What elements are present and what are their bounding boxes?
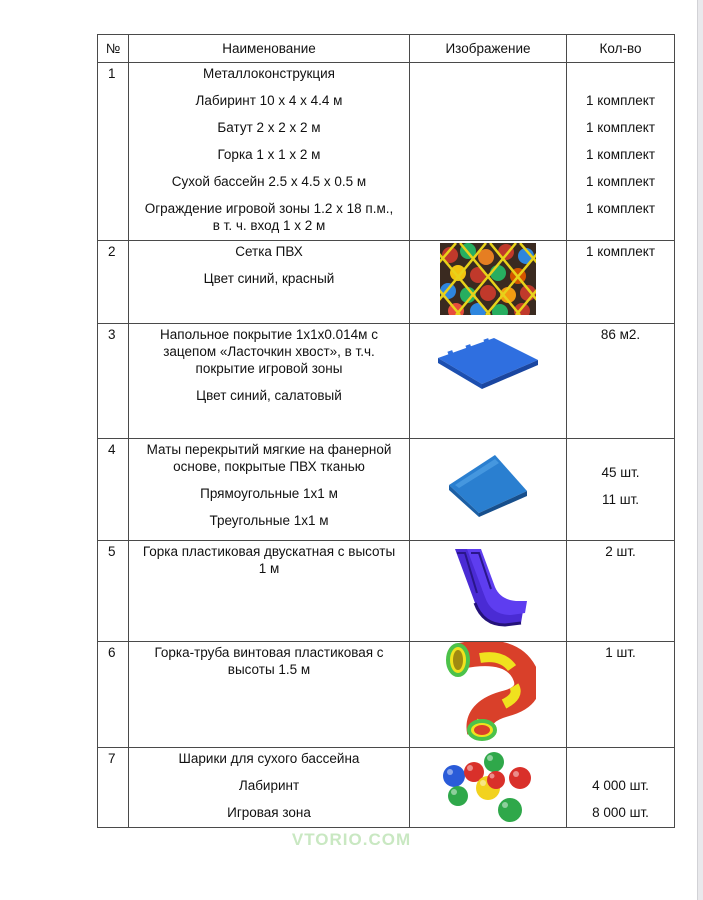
item-qty: [567, 63, 675, 241]
name-line: 1 м: [258, 561, 280, 576]
item-name: [129, 642, 410, 748]
header-qty: Кол-во: [567, 35, 675, 63]
name-line: Батут 2 х 2 х 2 м: [217, 120, 321, 135]
table-row: [98, 241, 675, 324]
qty-line: 1 шт.: [605, 645, 636, 660]
table-row: [98, 748, 675, 828]
qty-line: 86 м2.: [600, 327, 641, 342]
header-num: №: [98, 35, 129, 63]
qty-line: 1 комплект: [585, 244, 656, 259]
row-number: 3: [98, 324, 129, 439]
row-number: 2: [98, 241, 129, 324]
item-name: [129, 63, 410, 241]
name-line: Горка 1 х 1 х 2 м: [217, 147, 321, 162]
name-line: Треугольные 1х1 м: [209, 513, 329, 528]
header-image: Изображение: [410, 35, 567, 63]
item-image-cell: [410, 642, 567, 748]
floor-tile-icon: [436, 334, 540, 392]
specification-table: [97, 34, 675, 828]
qty-line: 1 комплект: [585, 120, 656, 135]
name-line: Напольное покрытие 1х1х0.014м с: [160, 327, 378, 342]
qty-line: 4 000 шт.: [592, 778, 649, 793]
table-header-row: [98, 35, 675, 63]
watermark: VTORIO.COM: [291, 830, 412, 849]
item-image-cell: [410, 241, 567, 324]
name-line: Ограждение игровой зоны 1.2 х 18 п.м.,: [144, 201, 394, 216]
name-line: Цвет синий, красный: [203, 271, 335, 286]
name-line: основе, покрытые ПВХ тканью: [173, 459, 365, 474]
table-row: [98, 63, 675, 241]
item-image-cell: [410, 63, 567, 241]
item-image-cell: [410, 324, 567, 439]
row-number: 1: [98, 63, 129, 241]
item-qty: [567, 324, 675, 439]
qty-line: 8 000 шт.: [592, 805, 649, 820]
name-line: Шарики для сухого бассейна: [178, 751, 360, 766]
name-line: покрытие игровой зоны: [195, 361, 343, 376]
row-number: 5: [98, 541, 129, 642]
name-line: Сухой бассейн 2.5 х 4.5 х 0.5 м: [171, 174, 367, 189]
table-row: [98, 324, 675, 439]
name-line: Маты перекрытий мягкие на фанерной: [146, 442, 392, 457]
qty-line: 45 шт.: [601, 465, 640, 480]
name-line: Лабиринт 10 х 4 х 4.4 м: [195, 93, 343, 108]
qty-line: 2 шт.: [605, 544, 636, 559]
item-image-cell: [410, 439, 567, 541]
row-number: 6: [98, 642, 129, 748]
header-name: Наименование: [129, 35, 410, 63]
name-line: Прямоугольные 1х1 м: [200, 486, 338, 501]
name-line: Сетка ПВХ: [235, 244, 303, 259]
qty-line: 1 комплект: [585, 147, 656, 162]
name-line: в т. ч. вход 1 х 2 м: [212, 218, 326, 233]
qty-line: 1 комплект: [585, 201, 656, 216]
tube-slide-icon: [440, 642, 536, 742]
item-name: [129, 439, 410, 541]
qty-line: 1 комплект: [585, 93, 656, 108]
table-row: [98, 642, 675, 748]
item-image-cell: [410, 541, 567, 642]
name-line: Игровая зона: [227, 805, 311, 820]
name-line: Горка-труба винтовая пластиковая с: [154, 645, 384, 660]
ball-pit-balls-icon: [440, 752, 536, 822]
item-qty: [567, 241, 675, 324]
soft-mat-icon: [445, 451, 531, 517]
name-line: Металлоконструкция: [203, 66, 335, 81]
item-name: [129, 541, 410, 642]
item-qty: [567, 748, 675, 828]
name-line: высоты 1.5 м: [227, 662, 311, 677]
table-row: [98, 541, 675, 642]
item-qty: [567, 439, 675, 541]
net-with-balls-icon: [440, 243, 536, 315]
item-qty: [567, 642, 675, 748]
name-line: Цвет синий, салатовый: [196, 388, 342, 403]
row-number: 7: [98, 748, 129, 828]
item-name: [129, 324, 410, 439]
table-row: [98, 439, 675, 541]
row-number: 4: [98, 439, 129, 541]
qty-line: 11 шт.: [601, 492, 640, 507]
double-slide-icon: [443, 545, 533, 633]
item-image-cell: [410, 748, 567, 828]
item-qty: [567, 541, 675, 642]
item-name: [129, 748, 410, 828]
name-line: Лабиринт: [238, 778, 300, 793]
name-line: Горка пластиковая двускатная с высоты: [142, 544, 396, 559]
name-line: зацепом «Ласточкин хвост», в т.ч.: [163, 344, 375, 359]
qty-line: 1 комплект: [585, 174, 656, 189]
item-name: [129, 241, 410, 324]
